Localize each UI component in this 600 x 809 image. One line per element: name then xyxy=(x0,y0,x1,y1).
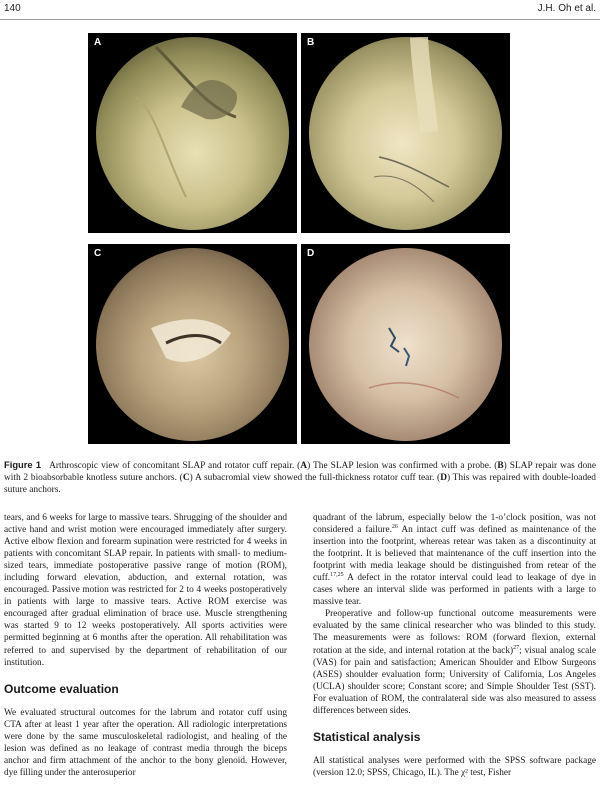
paragraph-outcome: We evaluated structural outcomes for the labrum and rotator cuff using CTA after at least 1 year after the operation. All radiologic interpretations were done by the same musculoskeletal radiologist, and healing of the lesion was defined as no leakage of contrast media through the biceps anchor and firm attachment of the anchor to the bony glenoid. However, dye filling under the anterosuperior xyxy=(4,707,287,778)
running-header-authors: J.H. Oh et al. xyxy=(537,3,596,14)
panel-letter-c: C xyxy=(94,248,102,259)
page-number: 140 xyxy=(4,3,21,14)
paragraph-statistics: All statistical analyses were performed with the SPSS software package (version 12.0; SPSS, Chicago, IL). The χ² test, Fisher xyxy=(313,755,596,778)
arthroscopic-view-b xyxy=(309,37,502,230)
paragraph-rehabilitation: tears, and 6 weeks for large to massive tears. Shrugging of the shoulder and active hand and wrist motion were encouraged immediately after surgery. Active elbow flexion and forearm supination were restricted for 4 weeks in patients with concomitant SLAP repair. In patients with small- to medium-sized tears, immediate postoperative passive range of motion (ROM), including forward elevation, abduction, and external rotation, was encouraged. Passive motion was restricted for 2 to 4 weeks postoperatively in patients with large to massive tears. Active ROM exercise was encouraged after gradual elimination of brace use. Muscle strengthening was started 9 to 12 weeks postoperatively. All sports activities were permitted beginning at 6 months after the operation. All rehabilitation was referred to and supervised by the department of rehabilitation of our institution. xyxy=(4,513,287,668)
citation: 26 xyxy=(391,523,398,530)
paragraph-labrum: quadrant of the labrum, especially below the 1-o’clock position, was not considered a failure.$^{26}$ An intact cuff was defined as maintenance of the insertion into the footprint, whereas retear was taken as a discontinuity at the footprint. It is believed that maintenance of the cuff insertion into the footprint with media leakage should be distinguished from retear of the cuff.$^{17,25}$ A defect in the rotator interval could lead to leakage of dye in cases where an interval slide was performed in patients with a large to massive tear. xyxy=(313,513,596,608)
figure-panel-d xyxy=(301,244,510,444)
arthroscopic-view-d xyxy=(309,248,502,441)
panel-letter-a: A xyxy=(94,37,102,48)
figure-label: Figure 1 xyxy=(4,459,42,470)
figure-caption: Figure 1 Arthroscopic view of concomitant SLAP and rotator cuff repair. (A) The SLAP lesion was confirmed with a probe. (B) SLAP repair was done with 2 bioabsorbable knotless suture anchors. (C) A subacromial view showed the full-thickness rotator cuff tear. (D) This was repaired with double-loaded suture anchors. xyxy=(4,459,596,495)
right-column xyxy=(313,512,596,779)
arthroscopic-view-c xyxy=(96,248,289,441)
figure-panel-b xyxy=(301,33,510,233)
panel-letter-b: B xyxy=(307,37,315,48)
left-column xyxy=(4,512,287,779)
figure-panel-c xyxy=(88,244,297,444)
citation: 27 xyxy=(513,644,520,651)
paragraph-measurements: Preoperative and follow-up functional outcome measurements were evaluated by the same clinical researcher who was blinded to this study. The measurements were as follows: ROM (forward flexion, external rotation at the side, and internal rotation at the back)$^{27}$; visual analog scale (VAS) for pain and satisfaction; American Shoulder and Elbow Surgeons (ASES) shoulder evaluation form; University of California, Los Angeles (UCLA) shoulder score; Constant score; and Simple Shoulder Test (SST). For evaluation of ROM, the contralateral side was also measured to assess differences between sides. xyxy=(313,609,597,716)
panel-letter-d: D xyxy=(307,248,315,259)
citation: 17,25 xyxy=(330,572,344,579)
section-heading-statistical-analysis: Statistical analysis xyxy=(313,729,421,744)
section-heading-outcome-evaluation: Outcome evaluation xyxy=(4,681,119,696)
header-rule xyxy=(0,19,600,20)
arthroscopic-view-a xyxy=(96,37,289,230)
figure-panel-a xyxy=(88,33,297,233)
